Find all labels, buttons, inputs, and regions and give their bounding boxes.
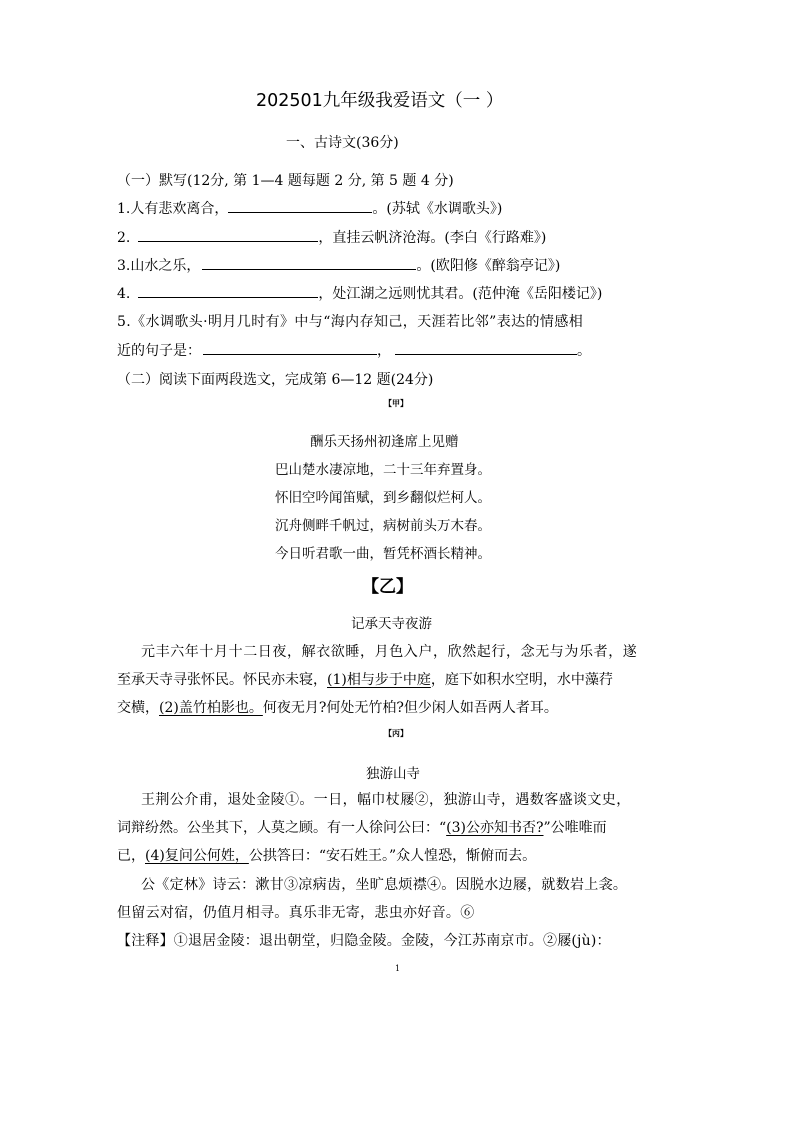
poem-line: 怀旧空吟闻笛赋，到乡翻似烂柯人。	[275, 490, 491, 506]
question-1	[117, 198, 502, 218]
passage-bing-line: 王荆公介甫，退处金陵①。一日，幅巾杖屦②，独游山寺，遇数客盛谈文史，	[141, 792, 631, 808]
q1-answer-blank[interactable]	[228, 198, 372, 213]
passage-bing-title: 独游山寺	[366, 766, 420, 782]
passage-bing-line	[117, 817, 607, 837]
q1-suffix: 。(苏轼《水调歌头》)	[372, 201, 503, 217]
question-3	[117, 255, 560, 275]
page-number: 1	[395, 964, 401, 973]
passage-bing-tag: 【丙】	[384, 728, 408, 738]
q4-suffix: ，处江湖之远则忧其君。(范仲淹《岳阳楼记》)	[318, 286, 603, 302]
underlined-sentence-4: (4)复问公何姓，	[145, 848, 249, 864]
q3-suffix: 。(欧阳修《醉翁亭记》)	[416, 258, 561, 274]
passage-bing-line	[117, 845, 536, 865]
passage-bing-line: 但留云对宿，仍值月相寻。真乐非无寄，悲虫亦好音。⑥	[117, 905, 475, 921]
question-4	[117, 283, 602, 303]
q2-suffix: ，直挂云帆济沧海。(李白《行路难》)	[318, 230, 547, 246]
q3-prefix: 3.山水之乐，	[117, 258, 201, 274]
underlined-sentence-3: (3)公亦知书否?	[446, 820, 544, 836]
passage-yi-line	[117, 697, 558, 717]
poem-line: 沉舟侧畔千帆过，病树前头万木春。	[275, 518, 491, 534]
text-segment: 交横，	[117, 700, 159, 716]
passage-bing-line: 公《定林》诗云：漱甘③凉病齿，坐旷息烦襟④。因脱水边屦，就数岩上衾。	[141, 877, 628, 893]
passage-yi-tag: 【乙】	[362, 577, 413, 597]
question-2	[117, 227, 546, 247]
q1-prefix: 1.人有悲欢离合，	[117, 201, 229, 217]
q4-prefix: 4.	[117, 286, 131, 302]
part1-heading: （一）默写(12分, 第 1—4 题每题 2 分, 第 5 题 4 分)	[117, 173, 454, 189]
q5-separator: ，	[377, 343, 391, 359]
q2-prefix: 2.	[117, 230, 131, 246]
underlined-sentence-1: (1)相与步于中庭	[327, 672, 431, 688]
q4-answer-blank[interactable]	[138, 283, 318, 298]
q3-answer-blank[interactable]	[202, 255, 416, 270]
passage-jia-tag: 【甲】	[384, 398, 408, 408]
poem-line: 巴山楚水凄凉地，二十三年弃置身。	[275, 462, 491, 478]
q2-answer-blank[interactable]	[138, 227, 318, 242]
document-title: 202501九年级我爱语文（一 ）	[256, 91, 504, 111]
text-segment: 至承天寺寻张怀民。怀民亦未寝，	[117, 672, 327, 688]
annotation-line: 【注释】①退居金陵：退出朝堂，归隐金陵。金陵，今江苏南京市。②屦(jù)：	[117, 933, 611, 949]
passage-yi-line	[117, 669, 613, 689]
section-heading: 一、古诗文(36分)	[286, 135, 399, 151]
text-segment: 词辩纷然。公坐其下，人莫之顾。有一人徐问公曰：“	[117, 820, 447, 836]
text-segment: ”公唯唯而	[543, 820, 607, 836]
q5-prefix: 近的句子是：	[117, 343, 201, 359]
text-segment: 何夜无月?何处无竹柏?但少闲人如吾两人者耳。	[262, 700, 558, 716]
question-5-line1: 5.《水调歌头·明月几时有》中与“海内存知己，天涯若比邻”表达的情感相	[117, 314, 584, 330]
text-segment: ，庭下如积水空明，水中藻荇	[430, 672, 613, 688]
poem-line: 今日听君歌一曲，暂凭杯酒长精神。	[275, 546, 491, 562]
question-5-line2	[117, 340, 591, 360]
q5-answer-blank-1[interactable]	[203, 340, 377, 355]
passage-jia-title: 酬乐天扬州初逢席上见赠	[310, 434, 459, 450]
underlined-sentence-2: (2)盖竹柏影也。	[159, 700, 263, 716]
passage-yi-title: 记承天寺夜游	[351, 616, 432, 632]
text-segment: 已，	[117, 848, 145, 864]
passage-yi-line: 元丰六年十月十二日夜，解衣欲睡，月色入户，欣然起行，念无与为乐者，遂	[141, 644, 638, 660]
q5-suffix: 。	[577, 343, 591, 359]
q5-answer-blank-2[interactable]	[395, 340, 577, 355]
part2-heading: （二）阅读下面两段选文，完成第 6—12 题(24分)	[117, 372, 434, 388]
text-segment: 公拱答曰：“安石姓王。”众人惶恐，惭俯而去。	[248, 848, 537, 864]
